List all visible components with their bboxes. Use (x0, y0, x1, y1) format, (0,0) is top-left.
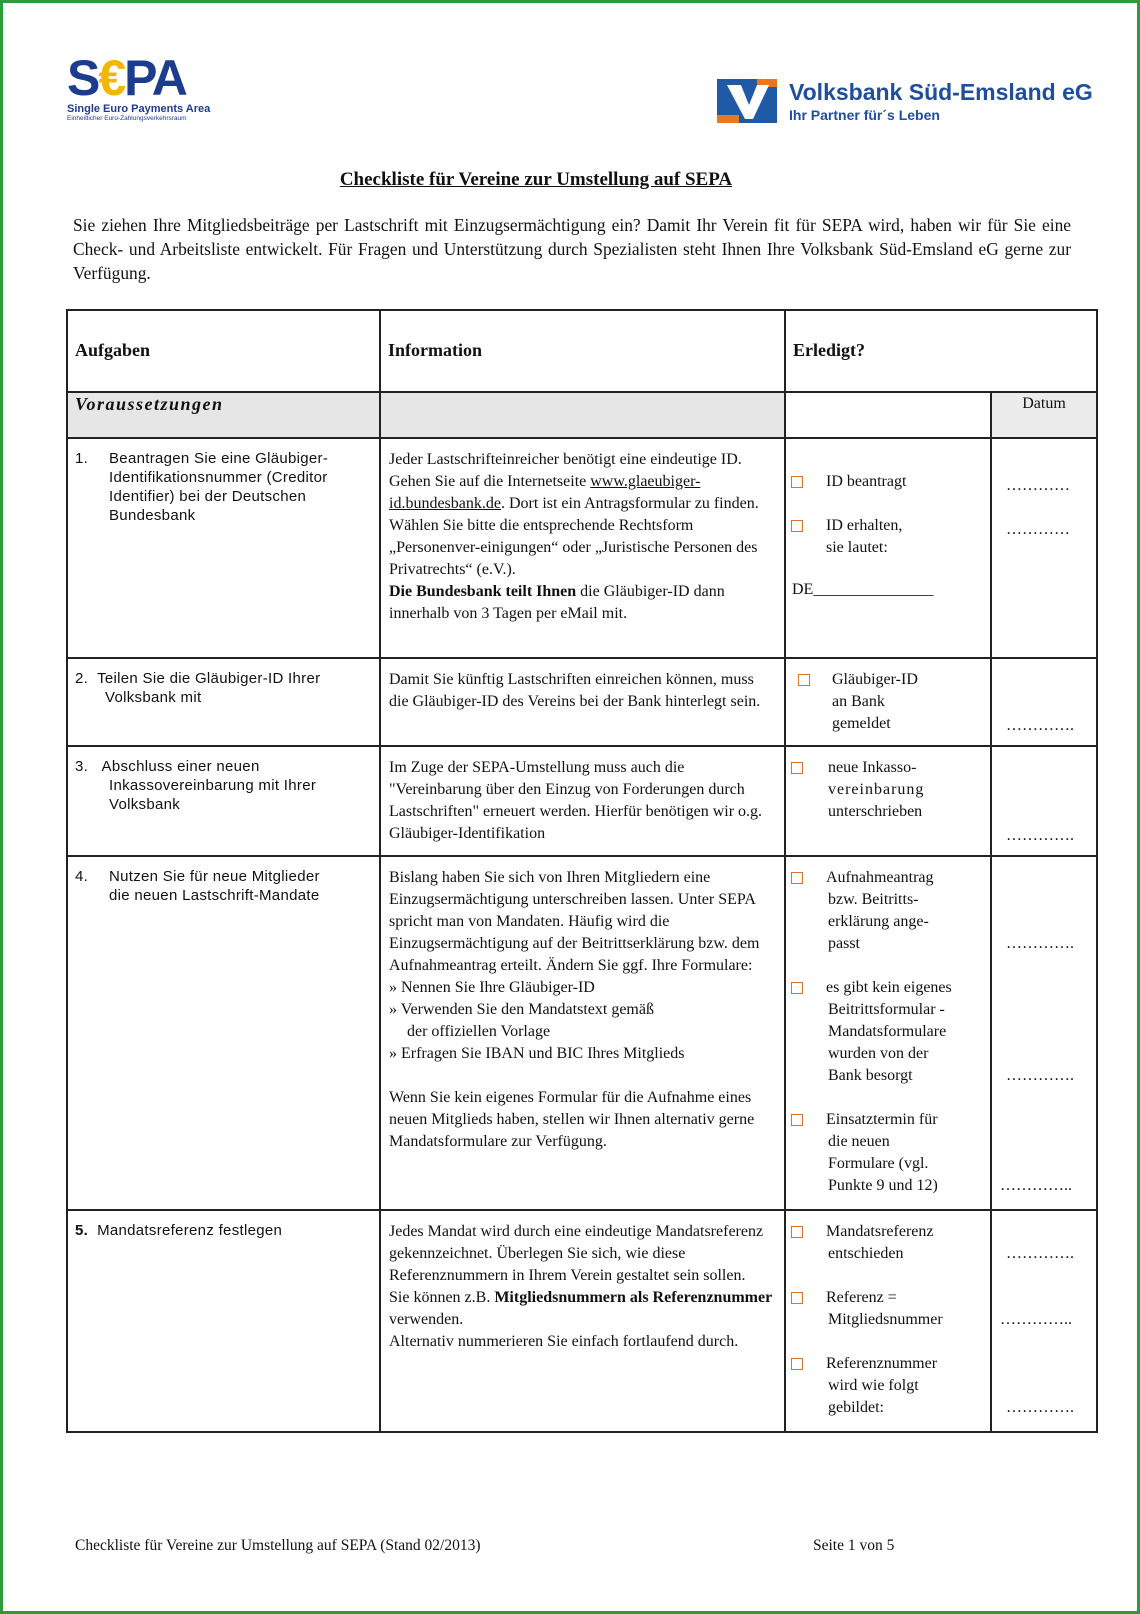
task-text: Abschluss einer neuen (101, 758, 260, 775)
info-text: verwenden. (389, 1311, 464, 1328)
task-number: 1. (75, 450, 89, 467)
checkbox[interactable] (798, 674, 810, 686)
info-text: Jedes Mandat wird durch eine eindeutige Mandatsreferenz gekennzeichnet. Überlegen Sie sich, wie diese Referenznummern in Ihrem Verein gestaltet sein sollen. (389, 1223, 764, 1284)
info-text: Wenn Sie kein eigenes Formular für die Aufnahme eines neuen Mitglieds haben, stellen wir Ihnen alternativ gerne Mandatsformulare zur Verfügung. (389, 1089, 755, 1150)
sepa-logo (67, 50, 237, 122)
checkbox[interactable] (791, 1226, 803, 1238)
task-cell (67, 746, 380, 856)
date-placeholder: …………. (1006, 1067, 1074, 1084)
page-number: Seite 1 von 5 (813, 1537, 895, 1554)
task-cell (67, 658, 380, 746)
table-row (67, 856, 1097, 1210)
bank-slogan: Ihr Partner für´s Leben (789, 107, 940, 123)
date-header: Datum (991, 392, 1097, 438)
sepa-letters-pa: PA (124, 50, 186, 106)
check-label: Bank besorgt (828, 1067, 913, 1084)
info-text: Jeder Lastschrifteinreicher benötigt eine eindeutige ID. Gehen Sie auf die Internetseite (389, 451, 742, 490)
checklist-table (66, 309, 1098, 1433)
check-label: an Bank (832, 693, 885, 710)
date-placeholder: ………….. (1000, 1311, 1072, 1328)
check-cell (785, 1210, 991, 1432)
task-number: 4. (75, 868, 89, 885)
check-label: Referenz = (826, 1289, 897, 1306)
checkbox[interactable] (791, 476, 803, 488)
table-row (67, 746, 1097, 856)
check-label: Einsatztermin für (826, 1111, 938, 1128)
checkbox[interactable] (791, 872, 803, 884)
check-item (790, 1109, 986, 1197)
volksbank-mark-icon (717, 79, 777, 123)
info-text: Bislang haben Sie sich von Ihren Mitgliedern eine Einzugsermächtigung unterschreiben lassen. Unter SEPA spricht man von Mandaten. Häufig wird die Einzugsermächtigung auf der Beitrittserklärung bzw. dem Aufnahmeantrag erteilt. Ändern Sie ggf. Ihre Formulare: (389, 869, 760, 974)
section-row (67, 392, 1097, 438)
check-label: entschieden (828, 1245, 904, 1262)
info-bullet: » Nennen Sie Ihre Gläubiger-ID (389, 979, 595, 996)
date-cell (991, 658, 1097, 746)
task-text: Teilen Sie die Gläubiger-ID Ihrer (97, 670, 321, 687)
check-label: wurden von der (828, 1045, 929, 1062)
check-item (790, 669, 986, 735)
date-cell (991, 856, 1097, 1210)
check-label: Mandatsformulare (828, 1023, 947, 1040)
check-label: Aufnahmeantrag (826, 869, 934, 886)
check-label: gemeldet (832, 715, 891, 732)
task-number: 2. (75, 670, 89, 687)
bundesbank-link[interactable]: www.glaeubiger-id.bundesbank.de (389, 473, 701, 512)
table-row (67, 658, 1097, 746)
check-label: ID erhalten, (826, 517, 903, 534)
date-placeholder: …………. (1006, 827, 1074, 844)
task-text: Beantragen Sie eine Gläubiger- (109, 450, 329, 467)
date-placeholder: …………. (1006, 717, 1074, 734)
task-cell (67, 1210, 380, 1432)
info-bullet: » Erfragen Sie IBAN und BIC Ihres Mitglieds (389, 1045, 685, 1062)
check-label: bzw. Beitritts- (828, 891, 919, 908)
checkbox[interactable] (791, 1358, 803, 1370)
date-cell (991, 746, 1097, 856)
section-empty-done (785, 392, 991, 438)
check-item (790, 1287, 986, 1331)
info-cell (380, 1210, 785, 1432)
date-placeholder: …………. (1006, 1245, 1074, 1262)
info-bullet: » Verwenden Sie den Mandatstext gemäß (389, 1001, 654, 1018)
sepa-subtitle-de: Einheitlicher Euro-Zahlungsverkehrsraum (67, 115, 187, 122)
section-empty-info (380, 392, 785, 438)
checkbox[interactable] (791, 1114, 803, 1126)
checkbox[interactable] (791, 520, 803, 532)
bank-name: Volksbank Süd-Emsland eG (789, 79, 1093, 105)
check-label: Referenznummer (826, 1355, 938, 1372)
check-label: Gläubiger-ID (832, 671, 918, 688)
check-label: passt (828, 935, 860, 952)
header-tasks: Aufgaben (67, 310, 380, 392)
check-label: erklärung ange- (828, 913, 929, 930)
date-placeholder: …………. (1006, 1399, 1074, 1416)
date-cell (991, 1210, 1097, 1432)
check-label: neue Inkasso- (828, 759, 917, 776)
info-text: . Dort ist ein Antragsformular zu finden. Wählen Sie bitte die entsprechende Rechtsform „Personenver-einigungen“ oder „Juristische Personen des Privatrechts“ (e.V.). (389, 495, 759, 578)
info-cell (380, 438, 785, 658)
euro-icon: € (98, 50, 125, 106)
info-text: die Gläubiger-ID dann innerhalb von 3 Tagen per eMail mit. (389, 583, 725, 622)
check-item (790, 867, 986, 955)
section-label: Voraussetzungen (67, 392, 380, 438)
task-text-cont: Identifikationsnummer (Creditor Identifier) bei der Deutschen Bundesbank (109, 469, 328, 524)
check-label: unterschrieben (828, 803, 923, 820)
check-cell (785, 658, 991, 746)
checkbox[interactable] (791, 762, 803, 774)
sepa-wordmark (67, 50, 237, 106)
table-row (67, 1210, 1097, 1432)
info-cell: Im Zuge der SEPA-Umstellung muss auch die "Vereinbarung über den Einzug von Forderungen durch Lastschriften" erneuert werden. Hierfür benötigen wir o.g. Gläubiger-Identifikation (380, 746, 785, 856)
checkbox[interactable] (791, 982, 803, 994)
check-item (790, 1221, 986, 1265)
creditor-id-line: DE_______________ (792, 581, 934, 598)
check-label: vereinbarung (828, 781, 925, 798)
task-number: 3. (75, 758, 89, 775)
task-cell (67, 856, 380, 1210)
check-cell (785, 438, 991, 658)
check-label: es gibt kein eigenes (826, 979, 952, 996)
task-text-cont: die neuen Lastschrift-Mandate (109, 887, 320, 904)
check-item (790, 1353, 986, 1419)
check-label: ID beantragt (826, 473, 907, 490)
info-text: Sie können z.B. (389, 1289, 495, 1306)
check-label: Beitrittsformular - (828, 1001, 945, 1018)
check-cell (785, 856, 991, 1210)
date-placeholder: ………… (1006, 521, 1070, 538)
footer-text: Checkliste für Vereine zur Umstellung auf SEPA (Stand 02/2013) (75, 1537, 481, 1554)
info-bullet-cont: der offiziellen Vorlage (407, 1023, 551, 1040)
date-placeholder: ………… (1006, 477, 1070, 494)
table-row (67, 438, 1097, 658)
check-item (790, 977, 986, 1087)
document-title: Checkliste für Vereine zur Umstellung auf SEPA (339, 169, 733, 190)
info-cell (380, 856, 785, 1210)
date-cell (991, 438, 1097, 658)
info-cell: Damit Sie künftig Lastschriften einreichen können, muss die Gläubiger-ID des Vereins bei der Bank hinterlegt sein. (380, 658, 785, 746)
task-text: Nutzen Sie für neue Mitglieder (109, 868, 320, 885)
check-label: Punkte 9 und 12) (828, 1177, 938, 1194)
sepa-subtitle: Single Euro Payments Area (67, 103, 211, 115)
table-header-row (67, 310, 1097, 392)
info-bold: Mitgliedsnummern als Referenznummer (494, 1289, 773, 1306)
task-number: 5. (75, 1222, 89, 1239)
check-label: gebildet: (828, 1399, 884, 1416)
check-item (790, 471, 986, 493)
check-label: sie lautet: (826, 539, 888, 556)
task-text-cont: Inkassovereinbarung mit Ihrer Volksbank (109, 777, 317, 813)
task-text-cont: Volksbank mit (105, 689, 202, 706)
date-placeholder: …………. (1006, 935, 1074, 952)
check-label: die neuen (828, 1133, 890, 1150)
sepa-letter-s: S (67, 50, 99, 106)
task-text: Mandatsreferenz festlegen (97, 1222, 283, 1239)
checkbox[interactable] (791, 1292, 803, 1304)
check-item (790, 515, 986, 559)
intro-paragraph: Sie ziehen Ihre Mitgliedsbeiträge per Lastschrift mit Einzugsermächtigung ein? Damit Ihr Verein fit für SEPA wird, haben wir für Sie eine Check- und Arbeitsliste entwickelt. Für Fragen und Unterstützung durch Spezialisten steht Ihnen Ihre Volksbank Süd-Emsland eG gerne zur Verfügung. (73, 215, 1071, 283)
check-cell (785, 746, 991, 856)
check-item (790, 757, 986, 823)
info-text: Alternativ nummerieren Sie einfach fortlaufend durch. (389, 1333, 739, 1350)
check-label: Mitgliedsnummer (828, 1311, 943, 1328)
info-bold: Die Bundesbank teilt Ihnen (389, 583, 577, 600)
date-placeholder: ………….. (1000, 1177, 1072, 1194)
check-label: wird wie folgt (828, 1377, 919, 1394)
header-done: Erledigt? (785, 310, 1097, 392)
header-information: Information (380, 310, 785, 392)
task-cell (67, 438, 380, 658)
check-label: Mandatsreferenz (826, 1223, 934, 1240)
check-label: Formulare (vgl. (828, 1155, 929, 1172)
